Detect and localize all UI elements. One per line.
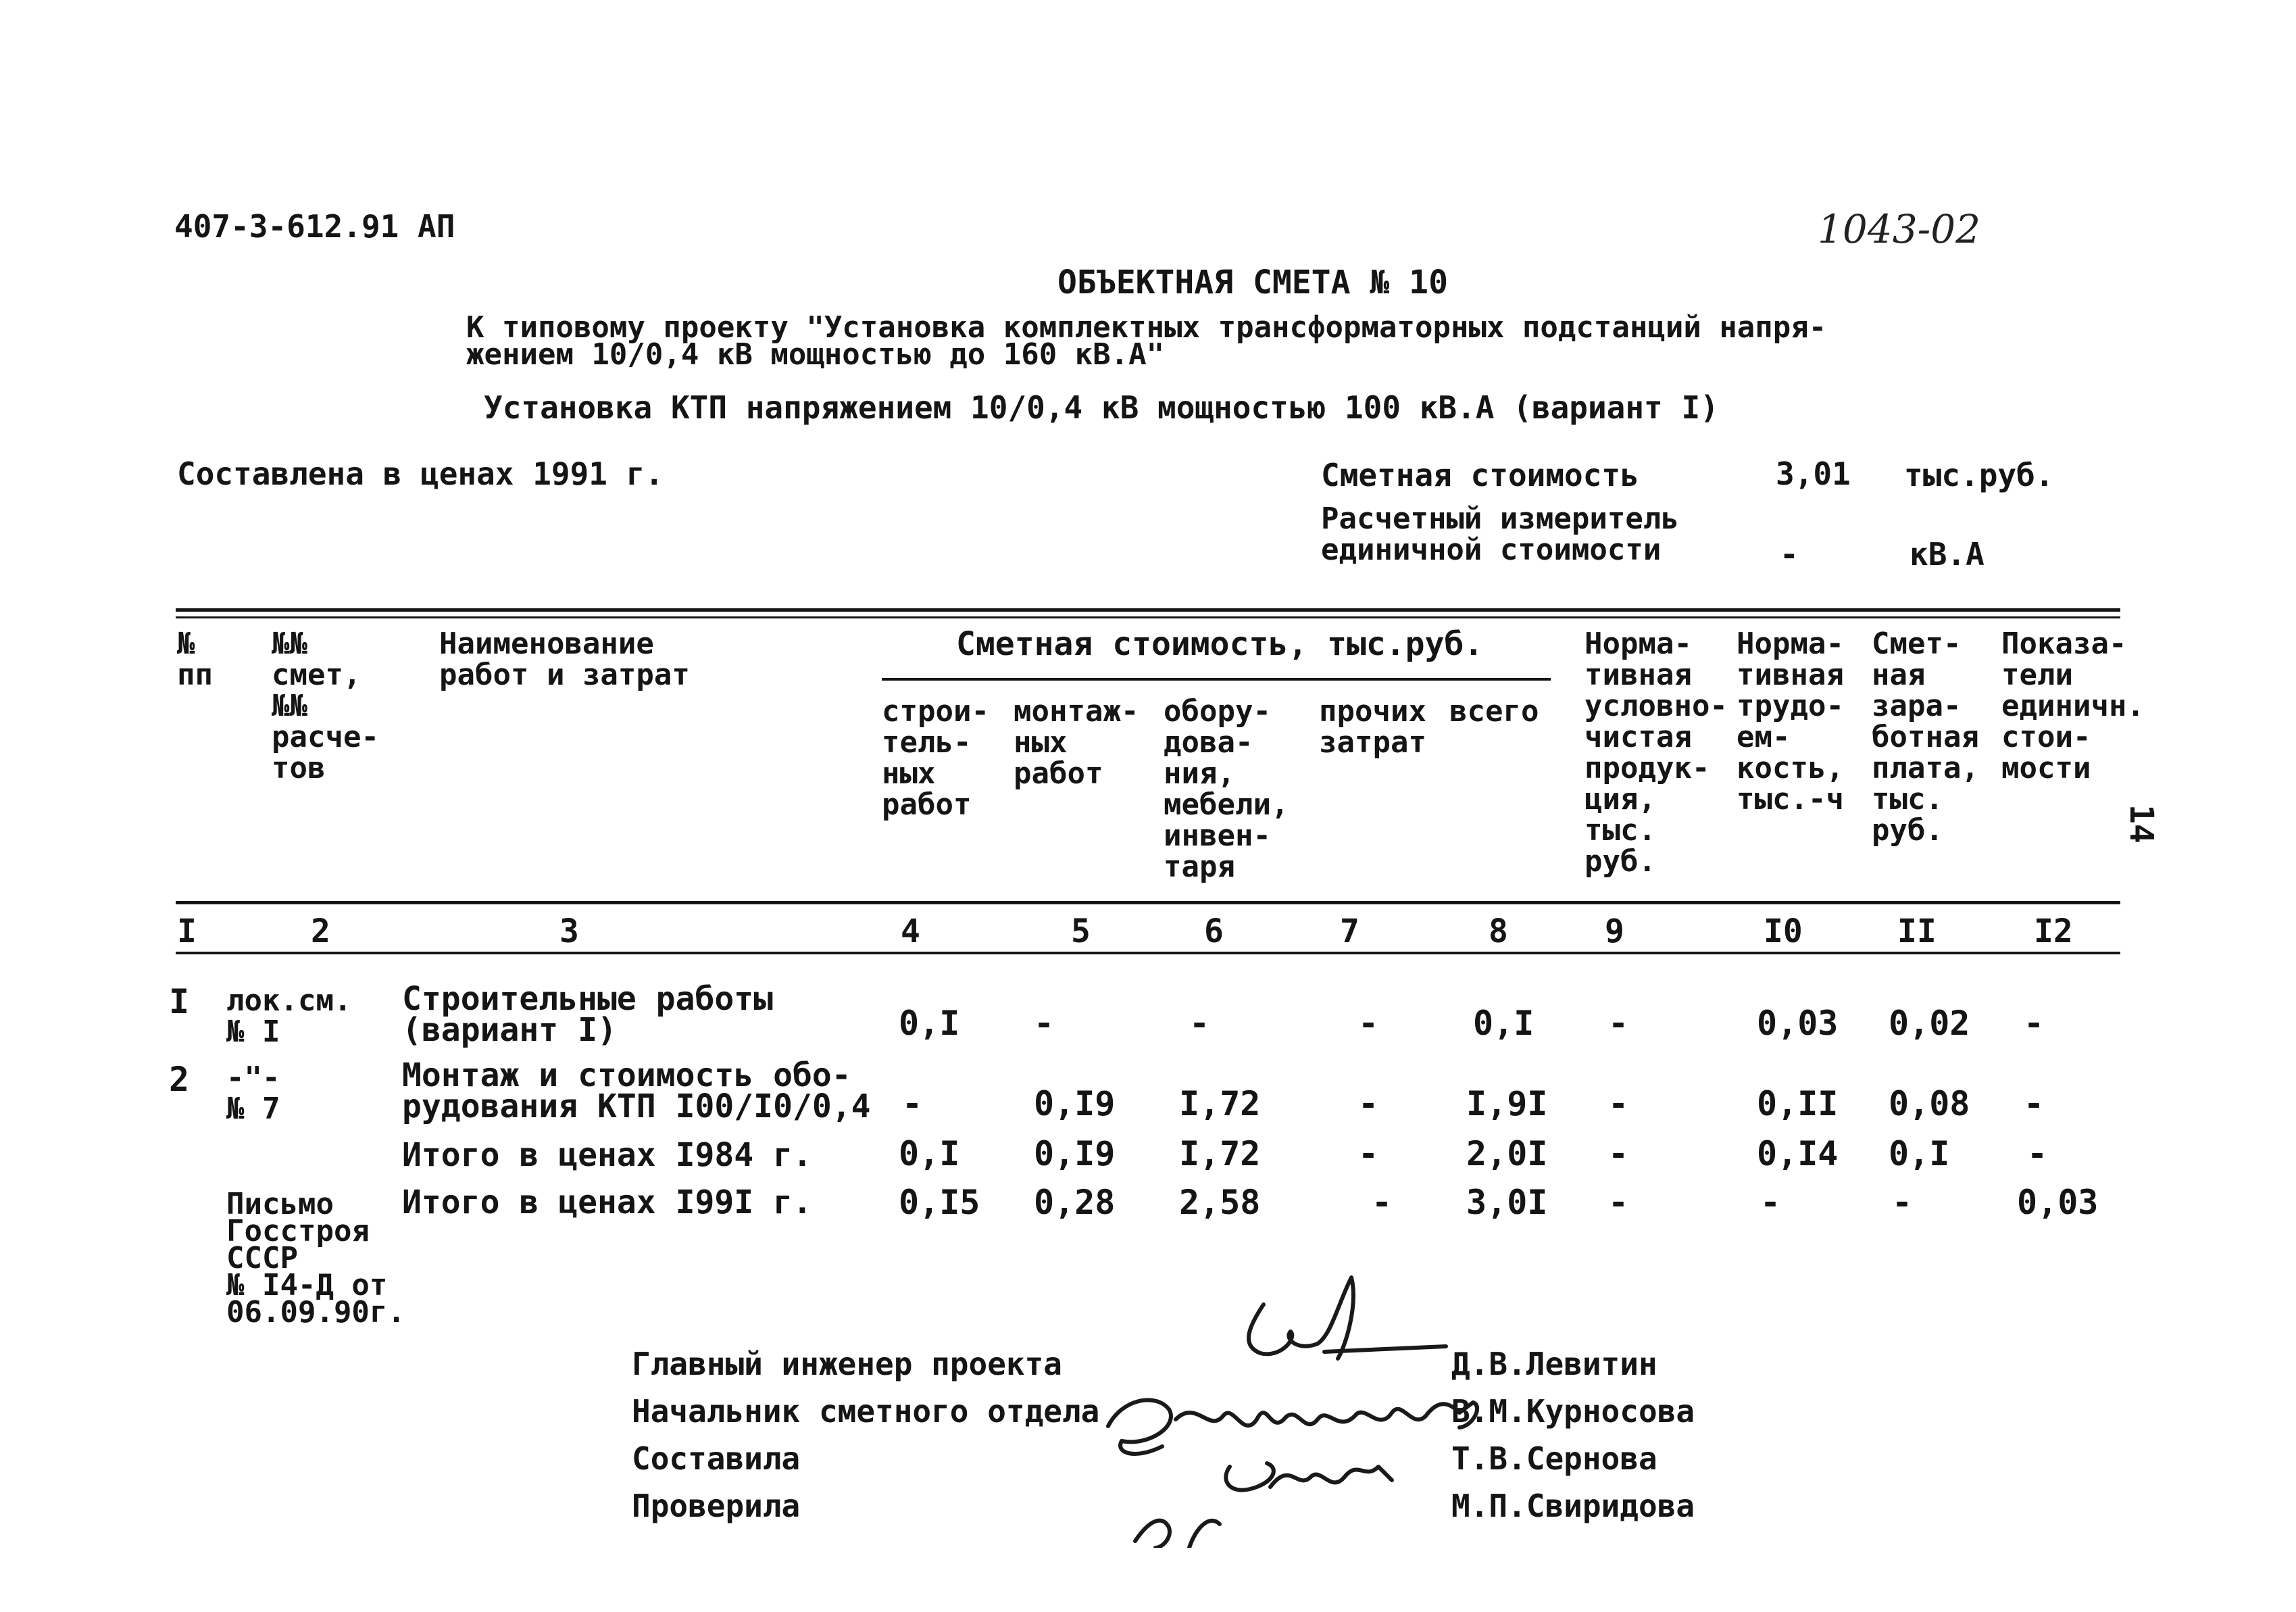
- row-work-name: Строительные работы (вариант I): [402, 980, 774, 1049]
- cell-installation: -: [1034, 1004, 1055, 1043]
- col-number: 7: [1340, 912, 1359, 950]
- cell-net-product: -: [1608, 1134, 1629, 1173]
- signature-role: Главный инженер проекта: [632, 1346, 1062, 1382]
- col-header-equipment: обору- дова- ния, мебели, инвен- таря: [1164, 694, 1289, 884]
- cell-net-product: -: [1608, 1084, 1629, 1123]
- col-header-work-name: Наименование работ и затрат: [439, 627, 690, 692]
- cell-other: -: [1358, 1004, 1379, 1043]
- unit-meter-label: Расчетный измеритель единичной стоимости: [1321, 502, 1679, 567]
- table-top-rule: [176, 608, 2120, 612]
- col-number: 9: [1605, 912, 1624, 950]
- row-estimate-ref: -"- № 7: [226, 1060, 280, 1126]
- cell-installation: 0,I9: [1034, 1084, 1116, 1123]
- col-number: I0: [1764, 912, 1803, 950]
- col-number: 6: [1204, 912, 1224, 950]
- unit-meter-unit: кВ.А: [1910, 536, 1985, 572]
- cell-labor: -: [1760, 1183, 1781, 1222]
- handwritten-signatures: [1095, 1264, 1581, 1548]
- cell-unit-indicator: -: [2024, 1084, 2045, 1123]
- table-top-rule-thin: [176, 616, 2120, 618]
- estimated-cost-unit: тыс.руб.: [1904, 457, 2054, 493]
- cell-net-product: -: [1608, 1183, 1629, 1222]
- col-number: 3: [559, 912, 579, 950]
- column-numbers-rule: [176, 952, 2120, 954]
- cell-construction: 0,I5: [899, 1183, 980, 1222]
- col-header-other: прочих затрат: [1319, 694, 1426, 760]
- cell-labor: 0,II: [1757, 1084, 1839, 1123]
- row-work-name: Итого в ценах I984 г.: [402, 1136, 812, 1174]
- row-work-name: Итого в ценах I99I г.: [402, 1183, 812, 1221]
- cell-wages: 0,02: [1889, 1004, 1970, 1043]
- cell-total: 3,0I: [1466, 1183, 1548, 1222]
- cell-installation: 0,I9: [1034, 1134, 1116, 1173]
- col-header-installation: монтаж- ных работ: [1014, 694, 1139, 791]
- cell-construction: 0,I: [899, 1004, 960, 1043]
- document-title: ОБЪЕКТНАЯ СМЕТА № 10: [1057, 264, 1448, 301]
- handwritten-reference: 1043-02: [1818, 206, 1981, 252]
- col-number: 4: [901, 912, 920, 950]
- cell-installation: 0,28: [1034, 1183, 1116, 1222]
- signature-name: В.М.Курносова: [1451, 1393, 1695, 1430]
- group-header-rule: [882, 678, 1551, 681]
- project-line-1: К типовому проекту "Установка комплектных трансформаторных подстанций напря-: [466, 310, 1827, 345]
- col-number: II: [1897, 912, 1937, 950]
- cell-wages: 0,I: [1889, 1134, 1950, 1173]
- prices-basis: Составлена в ценах 1991 г.: [177, 456, 664, 492]
- row-estimate-ref: лок.см. № I: [226, 983, 352, 1049]
- document-code: 407-3-612.91 АП: [174, 208, 455, 245]
- estimated-cost-label: Сметная стоимость: [1321, 457, 1639, 493]
- cell-equipment: I,72: [1179, 1084, 1261, 1123]
- col-header-net-product: Норма- тивная условно- чистая продук- ция, тыс. руб.: [1584, 627, 1728, 879]
- col-number: 8: [1489, 912, 1508, 950]
- cell-equipment: 2,58: [1179, 1183, 1261, 1222]
- cell-other: -: [1358, 1134, 1379, 1173]
- cell-other: -: [1372, 1183, 1393, 1222]
- cell-unit-indicator: -: [2027, 1134, 2048, 1173]
- estimated-cost-value: 3,01: [1776, 456, 1851, 492]
- cell-total: I,9I: [1466, 1084, 1548, 1123]
- group-header: Сметная стоимость, тыс.руб.: [956, 625, 1484, 663]
- col-header-unit-indicators: Показа- тели единичн. стои- мости: [2001, 627, 2145, 785]
- col-header-estimate-ref: №№ смет, №№ расче- тов: [272, 627, 379, 785]
- signature-role: Составила: [632, 1440, 801, 1477]
- signature-role: Начальник сметного отдела: [632, 1393, 1100, 1430]
- project-description: [466, 310, 1827, 372]
- cell-wages: 0,08: [1889, 1084, 1970, 1123]
- cell-wages: -: [1892, 1183, 1913, 1222]
- letter-reference-note: Письмо Госстроя СССР № I4-Д от 06.09.90г.: [226, 1187, 405, 1329]
- estimate-subtitle: Установка КТП напряжением 10/0,4 кВ мощностью 100 кВ.А (вариант I): [484, 389, 1719, 426]
- project-line-2: жением 10/0,4 кВ мощностью до 160 кВ.А": [466, 337, 1165, 372]
- col-header-total: всего: [1449, 694, 1539, 729]
- cell-equipment: I,72: [1179, 1134, 1261, 1173]
- signature-role: Проверила: [632, 1488, 801, 1524]
- col-number: I2: [2034, 912, 2073, 950]
- col-header-construction: строи- тель- ных работ: [882, 694, 989, 822]
- signature-name: Т.В.Сернова: [1451, 1440, 1657, 1477]
- signature-name: М.П.Свиридова: [1451, 1488, 1695, 1524]
- cell-labor: 0,I4: [1757, 1134, 1839, 1173]
- col-number: 2: [311, 912, 330, 950]
- cell-equipment: -: [1189, 1004, 1210, 1043]
- cell-net-product: -: [1608, 1004, 1629, 1043]
- cell-total: 2,0I: [1466, 1134, 1548, 1173]
- col-number: 5: [1071, 912, 1091, 950]
- col-header-wages: Смет- ная зара- ботная плата, тыс. руб.: [1872, 627, 1979, 848]
- row-number: 2: [169, 1060, 190, 1099]
- col-header-num: № пп: [177, 627, 213, 692]
- page-number: 14: [2122, 804, 2160, 844]
- cell-unit-indicator: 0,03: [2017, 1183, 2099, 1222]
- unit-meter-value: -: [1780, 536, 1799, 572]
- row-number: I: [169, 982, 190, 1021]
- cell-unit-indicator: -: [2024, 1004, 2045, 1043]
- col-header-labor: Норма- тивная трудо- ем- кость, тыс.-ч: [1737, 627, 1844, 816]
- cell-construction: -: [902, 1084, 923, 1123]
- signature-name: Д.В.Левитин: [1451, 1346, 1657, 1382]
- cell-other: -: [1358, 1084, 1379, 1123]
- cell-total: 0,I: [1473, 1004, 1534, 1043]
- row-work-name: Монтаж и стоимость обо- рудования КТП I00/I0/0,4: [402, 1056, 871, 1125]
- cell-labor: 0,03: [1757, 1004, 1839, 1043]
- col-number: I: [177, 912, 197, 950]
- cell-construction: 0,I: [899, 1134, 960, 1173]
- header-bottom-rule: [176, 901, 2120, 904]
